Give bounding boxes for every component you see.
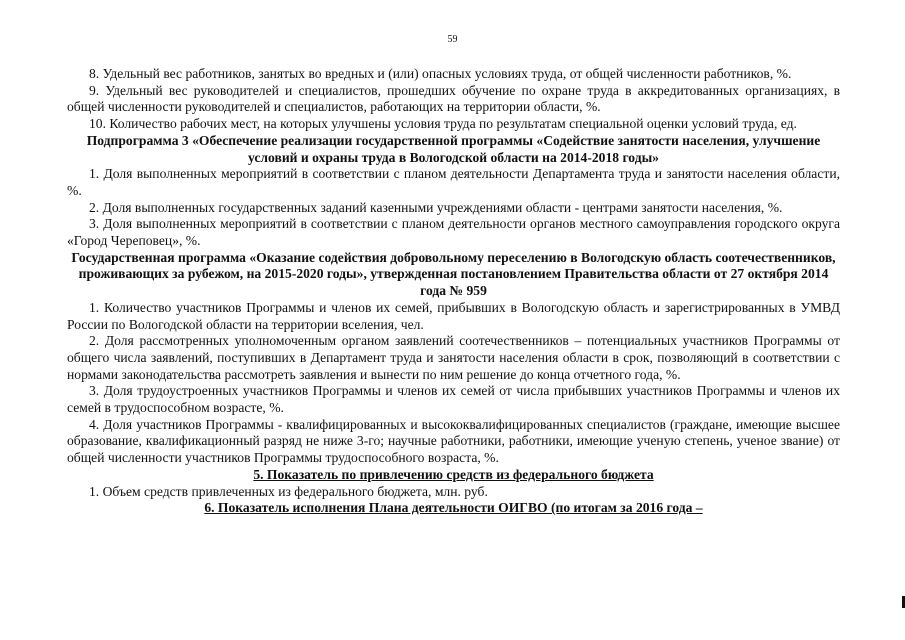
subprogram-3-item-1: 1. Доля выполненных мероприятий в соответствии с планом деятельности Департамента труда и занятости населения области, %. bbox=[67, 166, 840, 198]
subprogram-3-heading: Подпрограмма 3 «Обеспечение реализации государственной программы «Содействие занятости населения, улучшение условий и охраны труда в Вологодской области на 2014-2018 годы» bbox=[86, 132, 821, 165]
indicator-9-paragraph: 9. Удельный вес руководителей и специалистов, прошедших обучение по охране труда в аккредитованных организациях, в общей численности руководителей и специалистов, работающих на территории области, %. bbox=[67, 82, 840, 115]
section-6-heading: 6. Показатель исполнения Плана деятельности ОИГВО (по итогам за 2016 года – bbox=[204, 500, 703, 516]
page-number: 59 bbox=[447, 34, 458, 45]
section-5-item-1: 1. Объем средств привлеченных из федерального бюджета, млн. руб. bbox=[89, 483, 488, 499]
document-body bbox=[67, 66, 840, 517]
state-program-heading: Государственная программа «Оказание содействия добровольному переселению в Вологодскую область соотечественников, проживающих за рубежом, на 2015-2020 годы», утвержденная постановлением Правительства области от 27 октября 2014 года № 959 bbox=[71, 249, 836, 299]
indicator-8-paragraph: 8. Удельный вес работников, занятых во вредных и (или) опасных условиях труда, от общей численности работников, %. bbox=[89, 66, 792, 81]
subprogram-3-item-2: 2. Доля выполненных государственных заданий казенными учреждениями области - центрами занятости населения, %. bbox=[89, 199, 783, 215]
state-program-item-2: 2. Доля рассмотренных уполномоченным органом заявлений соотечественников – потенциальных участников Программы от общего числа заявлений, поступивших в Департамент труда и занятости населения области в срок, позволяющий в соответствии с нормами законодательства рассмотреть заявления и вынести по ним решение до конца отчетного года, %. bbox=[67, 333, 840, 382]
section-5-heading: 5. Показатель по привлечению средств из федерального бюджета bbox=[253, 466, 654, 482]
state-program-item-3: 3. Доля трудоустроенных участников Программы и членов их семей от числа прибывших участников Программы и членов их семей в трудоспособном возрасте, %. bbox=[67, 383, 840, 416]
indicator-10-paragraph: 10. Количество рабочих мест, на которых улучшены условия труда по результатам специальной оценки условий труда, ед. bbox=[89, 116, 797, 132]
state-program-item-4: 4. Доля участников Программы - квалифицированных и высококвалифицированных специалистов (граждане, имеющие высшее образование, квалификационный разряд не ниже 3-го; научные работники, работники, имеющие ученую степень, ученое звание) от общей численности участников Программы трудоспособного возраста, %. bbox=[67, 416, 840, 466]
subprogram-3-item-3: 3. Доля выполненных мероприятий в соответствии с планом деятельности органов местного самоуправления городского округа «Город Череповец», %. bbox=[67, 216, 840, 249]
state-program-item-1: 1. Количество участников Программы и членов их семей, прибывших в Вологодскую область и зарегистрированных в УМВД России по Вологодской области на территории вселения, чел. bbox=[67, 299, 840, 332]
